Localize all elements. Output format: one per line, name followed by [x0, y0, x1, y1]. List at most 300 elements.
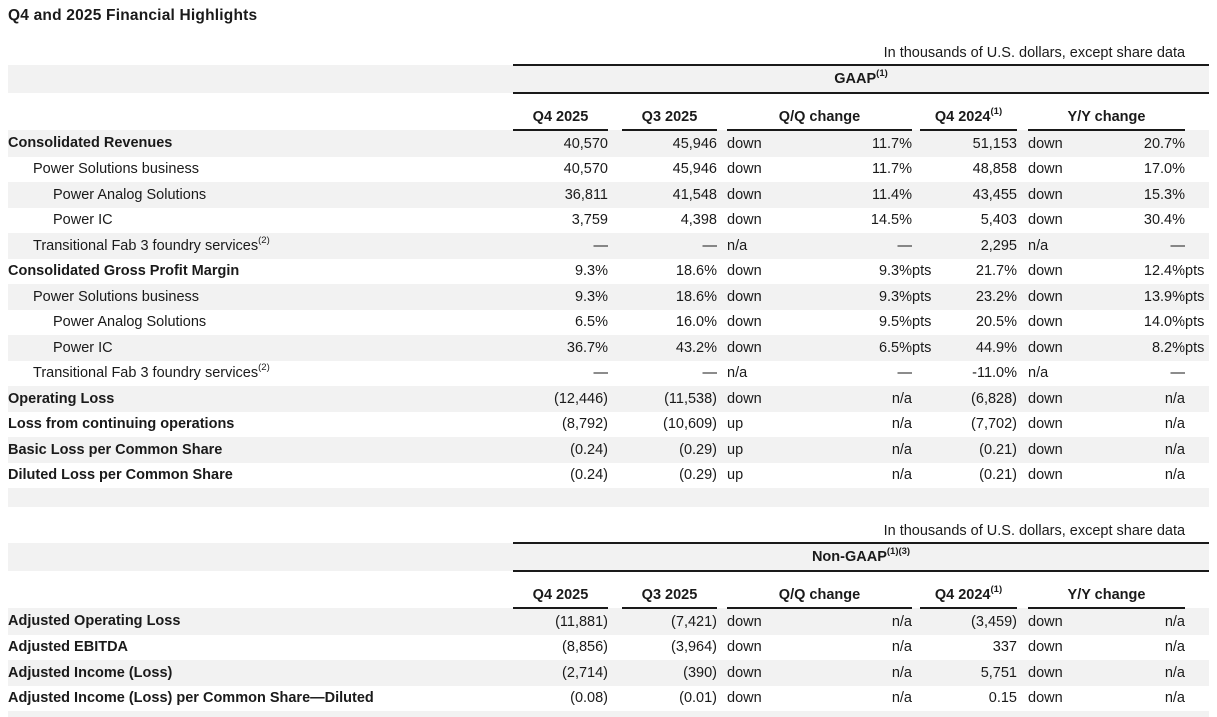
col-gap [608, 182, 622, 208]
cell-q3-2025: — [702, 365, 717, 382]
cell-qq-value: 14.5% [870, 212, 912, 229]
col-gap [912, 412, 920, 438]
cell-yy-direction: n/a [1028, 365, 1049, 382]
cell-yy-direction: down [1028, 186, 1063, 203]
cell-q4-2024: 5,751 [980, 664, 1017, 681]
column-gap [1017, 571, 1028, 608]
cell-qq-value: n/a [891, 441, 912, 458]
table-row [8, 233, 1209, 259]
col-gap [717, 233, 727, 259]
row-label: Operating Loss [8, 390, 115, 407]
gaap-table [8, 36, 1209, 507]
row-label: Consolidated Revenues [8, 135, 173, 152]
label-column-header [8, 571, 513, 608]
col-gap [717, 412, 727, 438]
col-gap [1017, 463, 1028, 489]
cell-yy-value: — [1170, 365, 1185, 382]
col-gap [912, 130, 920, 157]
table-row [8, 284, 1209, 310]
table-row [8, 386, 1209, 412]
column-header-q4-2025: Q4 2025 [513, 93, 608, 130]
col-gap [717, 284, 727, 310]
cell-q4-2025: (8,856) [562, 639, 608, 656]
cell-yy-value: 15.3% [1143, 186, 1185, 203]
cell-q4-2024: (0.21) [979, 441, 1017, 458]
column-gap [717, 93, 727, 130]
pts-suffix: pts [1185, 314, 1205, 331]
cell-q4-2025: (12,446) [553, 390, 608, 407]
cell-yy-value: 20.7% [1143, 135, 1185, 152]
col-spacer [1185, 208, 1209, 234]
col-gap [912, 660, 920, 686]
col-gap [1017, 284, 1028, 310]
cell-yy-value: n/a [1164, 441, 1185, 458]
unit-note-row [8, 36, 1209, 65]
cell-q3-2025: 18.6% [675, 288, 717, 305]
column-gap [717, 571, 727, 608]
cell-q4-2025: 9.3% [574, 288, 608, 305]
cell-yy-direction: n/a [1028, 237, 1049, 254]
col-gap [1017, 437, 1028, 463]
cell-q3-2025: 43.2% [675, 339, 717, 356]
cell-yy-direction: down [1028, 212, 1063, 229]
row-label: Power Analog Solutions [53, 186, 207, 203]
col-gap [608, 635, 622, 661]
col-gap [608, 660, 622, 686]
pts-suffix: pts [1185, 339, 1205, 356]
cell-q3-2025: (390) [683, 664, 717, 681]
cell-yy-direction: down [1028, 441, 1063, 458]
cell-yy-value: n/a [1164, 416, 1185, 433]
column-header-q3-2025: Q3 2025 [622, 571, 717, 608]
cell-q4-2024: 2,295 [980, 237, 1017, 254]
col-spacer [1185, 686, 1209, 712]
cell-q4-2025: (8,792) [562, 416, 608, 433]
unit-note-row [8, 514, 1209, 543]
col-gap [1017, 208, 1028, 234]
column-header-q4-2024 [920, 571, 1017, 608]
cell-q3-2025: 4,398 [680, 212, 717, 229]
col-spacer [1185, 157, 1209, 183]
cell-qq-direction: down [727, 639, 762, 656]
group-label: Non-GAAP [811, 549, 887, 565]
col-gap [717, 208, 727, 234]
col-gap [912, 463, 920, 489]
cell-yy-value: n/a [1164, 467, 1185, 484]
row-label: Basic Loss per Common Share [8, 441, 223, 458]
cell-qq-direction: down [727, 339, 762, 356]
col-gap [717, 635, 727, 661]
col-gap [608, 335, 622, 361]
cell-qq-value: 11.4% [871, 186, 912, 203]
col-gap [1017, 233, 1028, 259]
table-row [8, 635, 1209, 661]
cell-qq-direction: down [727, 186, 762, 203]
cell-qq-direction: up [727, 467, 744, 484]
group-label: GAAP [834, 71, 877, 87]
pts-suffix: pts [912, 263, 932, 280]
cell-q4-2024: 43,455 [972, 186, 1017, 203]
cell-qq-direction: down [727, 314, 762, 331]
col-gap [608, 259, 622, 285]
column-gap [608, 571, 622, 608]
col-gap [608, 130, 622, 157]
col-gap [608, 284, 622, 310]
row-label: Loss from continuing operations [8, 416, 235, 433]
cell-q4-2025: — [593, 365, 608, 382]
cell-qq-direction: down [727, 288, 762, 305]
cell-yy-value: n/a [1164, 390, 1185, 407]
gaap-table-body [8, 130, 1209, 507]
cell-yy-value: n/a [1164, 613, 1185, 630]
cell-q4-2025: 9.3% [574, 263, 608, 280]
pts-suffix: pts [1185, 288, 1205, 305]
cell-q3-2025: 45,946 [672, 161, 717, 178]
col-gap [608, 386, 622, 412]
cell-yy-direction: down [1028, 339, 1063, 356]
column-header-qq-change: Q/Q change [727, 571, 912, 608]
cell-q4-2024: -11.0% [972, 365, 1017, 382]
column-header-yy-change: Y/Y change [1028, 571, 1185, 608]
col-gap [1017, 130, 1028, 157]
col-gap [912, 233, 920, 259]
col-gap [912, 208, 920, 234]
cell-qq-direction: down [727, 390, 762, 407]
col-gap [912, 386, 920, 412]
footnote-marker: (1) [876, 68, 888, 80]
cell-qq-value: n/a [891, 416, 912, 433]
cell-qq-direction: up [727, 441, 744, 458]
trailing-stripe-row [8, 488, 1209, 507]
col-gap [717, 608, 727, 635]
group-band-non-gaap [513, 543, 1209, 571]
unit-note: In thousands of U.S. dollars, except share data [883, 523, 1186, 539]
col-gap [608, 233, 622, 259]
table-row [8, 437, 1209, 463]
cell-qq-direction: down [727, 690, 762, 707]
cell-qq-value: n/a [891, 390, 912, 407]
pts-suffix: pts [912, 339, 932, 356]
footnote-marker: (1) [990, 106, 1003, 118]
col-gap [1017, 310, 1028, 336]
col-gap [912, 635, 920, 661]
col-gap [1017, 635, 1028, 661]
footnote-marker: (2) [258, 234, 270, 246]
col-gap [912, 608, 920, 635]
cell-q3-2025: (7,421) [671, 613, 717, 630]
cell-yy-direction: down [1028, 390, 1063, 407]
col-gap [717, 437, 727, 463]
cell-q4-2024: 0.15 [988, 690, 1017, 707]
cell-q4-2025: (0.08) [570, 690, 608, 707]
col-gap [717, 386, 727, 412]
col-gap [717, 259, 727, 285]
cell-q4-2025: 36,811 [564, 186, 608, 203]
cell-yy-value: 13.9% pts [1143, 288, 1205, 305]
cell-q3-2025: 18.6% [675, 263, 717, 280]
cell-q4-2024: 20.5% [975, 314, 1017, 331]
cell-q3-2025: — [702, 237, 717, 254]
table-row [8, 361, 1209, 387]
group-band-lead [8, 65, 513, 93]
column-gap [608, 93, 622, 130]
col-gap [1017, 686, 1028, 712]
trailing-stripe [8, 488, 1209, 507]
column-header-yy-change: Y/Y change [1028, 93, 1185, 130]
cell-qq-direction: down [727, 613, 762, 630]
col-gap [912, 686, 920, 712]
cell-q4-2025: 3,759 [571, 212, 608, 229]
row-label: Adjusted Operating Loss [8, 613, 181, 630]
trailing-stripe-row [8, 711, 1209, 717]
cell-qq-value: 11.7% [871, 161, 912, 178]
cell-qq-direction: down [727, 212, 762, 229]
cell-qq-value: n/a [891, 690, 912, 707]
cell-yy-value: 17.0% [1143, 161, 1185, 178]
col-spacer [1185, 463, 1209, 489]
cell-yy-direction: down [1028, 416, 1063, 433]
cell-qq-value: 9.5% pts [878, 314, 932, 331]
col-gap [912, 437, 920, 463]
col-gap [1017, 660, 1028, 686]
cell-yy-direction: down [1028, 263, 1063, 280]
cell-qq-direction: down [727, 664, 762, 681]
col-spacer [1185, 635, 1209, 661]
label-column-header [8, 93, 513, 130]
cell-q4-2024: (3,459) [971, 613, 1017, 630]
cell-q4-2024: (6,828) [971, 390, 1017, 407]
cell-q4-2024: 23.2% [975, 288, 1017, 305]
col-gap [1017, 259, 1028, 285]
table-row [8, 463, 1209, 489]
row-label: Diluted Loss per Common Share [8, 467, 233, 484]
col-gap [1017, 157, 1028, 183]
col-gap [608, 412, 622, 438]
cell-q4-2024: 5,403 [980, 212, 1017, 229]
cell-qq-value: 11.7% [871, 135, 912, 152]
col-spacer [1185, 412, 1209, 438]
cell-qq-direction: down [727, 263, 762, 280]
cell-q3-2025: (0.29) [679, 441, 717, 458]
col-spacer [1185, 361, 1209, 387]
cell-yy-direction: down [1028, 690, 1063, 707]
cell-qq-value: — [897, 365, 912, 382]
cell-q3-2025: 45,946 [672, 135, 717, 152]
cell-q4-2025: 40,570 [563, 161, 608, 178]
table-row [8, 412, 1209, 438]
column-header-q4-2024 [920, 93, 1017, 130]
non-gaap-table-body [8, 608, 1209, 717]
table-row [8, 608, 1209, 635]
cell-qq-value: n/a [891, 639, 912, 656]
col-gap [1017, 412, 1028, 438]
pts-suffix: pts [912, 288, 932, 305]
col-gap [608, 608, 622, 635]
col-gap [608, 686, 622, 712]
footnote-marker: (1) [990, 584, 1003, 596]
table-row [8, 310, 1209, 336]
cell-q4-2025: (11,881) [555, 613, 608, 630]
col-gap [608, 310, 622, 336]
cell-qq-value: n/a [891, 613, 912, 630]
col-gap [717, 335, 727, 361]
cell-q4-2024: (0.21) [979, 467, 1017, 484]
cell-q4-2025: 36.7% [566, 339, 608, 356]
cell-yy-value: n/a [1164, 639, 1185, 656]
group-band-row [8, 65, 1209, 93]
col-gap [717, 182, 727, 208]
column-header-row [8, 93, 1209, 130]
pts-suffix: pts [1185, 263, 1205, 280]
column-gap [1017, 93, 1028, 130]
cell-q4-2025: 6.5% [574, 314, 608, 331]
cell-q4-2025: — [593, 237, 608, 254]
group-band-gaap [513, 65, 1209, 93]
cell-q4-2024: (7,702) [971, 416, 1017, 433]
cell-qq-direction: n/a [727, 237, 748, 254]
col-gap [1017, 182, 1028, 208]
cell-q4-2025: 40,570 [563, 135, 608, 152]
col-spacer [1185, 130, 1209, 157]
cell-yy-value: 14.0% pts [1143, 314, 1205, 331]
unit-note: In thousands of U.S. dollars, except share data [883, 45, 1186, 61]
cell-qq-value: 6.5% pts [878, 339, 932, 356]
cell-yy-direction: down [1028, 288, 1063, 305]
table-row [8, 686, 1209, 712]
cell-q4-2024: 51,153 [972, 135, 1017, 152]
column-header-q4-2024-text: Q4 2024 [934, 587, 991, 603]
column-header-qq-change: Q/Q change [727, 93, 912, 130]
group-band-lead [8, 543, 513, 571]
column-header-q3-2025: Q3 2025 [622, 93, 717, 130]
column-header-q4-2024-text: Q4 2024 [934, 109, 991, 125]
cell-yy-direction: down [1028, 314, 1063, 331]
cell-qq-direction: up [727, 416, 744, 433]
row-label: Power IC [53, 212, 113, 229]
row-label: Adjusted EBITDA [8, 639, 129, 656]
row-label: Consolidated Gross Profit Margin [8, 263, 240, 280]
table-row [8, 660, 1209, 686]
row-label: Adjusted Income (Loss) [8, 664, 173, 681]
cell-yy-direction: down [1028, 613, 1063, 630]
cell-q4-2024: 21.7% [975, 263, 1017, 280]
cell-yy-value: — [1170, 237, 1185, 254]
cell-q4-2025: (0.24) [570, 441, 608, 458]
col-gap [912, 157, 920, 183]
row-label: Power Analog Solutions [53, 314, 207, 331]
col-gap [717, 660, 727, 686]
col-gap [717, 463, 727, 489]
cell-yy-direction: down [1028, 161, 1063, 178]
cell-q4-2024: 44.9% [975, 339, 1017, 356]
column-header-row [8, 571, 1209, 608]
cell-qq-value: 9.3% pts [878, 288, 932, 305]
col-gap [608, 463, 622, 489]
column-spacer [1185, 93, 1209, 130]
page-title: Q4 and 2025 Financial Highlights [8, 7, 258, 24]
col-gap [912, 182, 920, 208]
cell-q3-2025: 16.0% [675, 314, 717, 331]
table-row [8, 182, 1209, 208]
non-gaap-table [8, 514, 1209, 717]
col-gap [1017, 335, 1028, 361]
col-gap [608, 437, 622, 463]
col-gap [717, 310, 727, 336]
cell-qq-direction: down [727, 161, 762, 178]
cell-yy-direction: down [1028, 664, 1063, 681]
col-spacer [1185, 386, 1209, 412]
table-row [8, 157, 1209, 183]
col-gap [1017, 386, 1028, 412]
col-gap [717, 157, 727, 183]
table-row [8, 259, 1209, 285]
cell-yy-direction: down [1028, 639, 1063, 656]
cell-yy-value: n/a [1164, 690, 1185, 707]
row-label: Transitional Fab 3 foundry services$^{(2)}$ [33, 234, 270, 254]
cell-q3-2025: 41,548 [672, 186, 717, 203]
cell-yy-value: 12.4% pts [1143, 263, 1205, 280]
col-gap [717, 361, 727, 387]
col-gap [608, 361, 622, 387]
cell-qq-value: n/a [891, 467, 912, 484]
table-row [8, 208, 1209, 234]
pts-suffix: pts [912, 314, 932, 331]
cell-yy-value: n/a [1164, 664, 1185, 681]
cell-qq-direction: down [727, 135, 762, 152]
cell-q4-2025: (2,714) [562, 664, 608, 681]
row-label: Power Solutions business [33, 161, 200, 178]
cell-qq-value: 9.3% pts [878, 263, 932, 280]
col-spacer [1185, 233, 1209, 259]
cell-yy-value: 8.2% pts [1151, 339, 1205, 356]
table-row [8, 335, 1209, 361]
col-gap [717, 130, 727, 157]
column-gap [912, 571, 920, 608]
cell-q4-2024: 48,858 [972, 161, 1017, 178]
cell-q3-2025: (10,609) [662, 416, 717, 433]
col-gap [608, 208, 622, 234]
col-spacer [1185, 660, 1209, 686]
group-band-row [8, 543, 1209, 571]
col-gap [1017, 361, 1028, 387]
row-label: Power Solutions business [33, 288, 200, 305]
col-gap [912, 361, 920, 387]
column-spacer [1185, 571, 1209, 608]
cell-qq-value: — [897, 237, 912, 254]
cell-q3-2025: (3,964) [671, 639, 717, 656]
col-spacer [1185, 182, 1209, 208]
table-row [8, 130, 1209, 157]
cell-qq-value: n/a [891, 664, 912, 681]
col-gap [608, 157, 622, 183]
cell-yy-direction: down [1028, 135, 1063, 152]
cell-q4-2025: (0.24) [570, 467, 608, 484]
column-gap [912, 93, 920, 130]
col-spacer [1185, 437, 1209, 463]
footnote-marker: (2) [258, 362, 270, 374]
col-gap [1017, 608, 1028, 635]
cell-qq-direction: n/a [727, 365, 748, 382]
cell-q3-2025: (0.01) [679, 690, 717, 707]
row-label: Transitional Fab 3 foundry services$^{(2)}$ [33, 362, 270, 382]
column-header-q4-2025: Q4 2025 [513, 571, 608, 608]
row-label: Adjusted Income (Loss) per Common Share—Diluted [8, 690, 374, 707]
cell-q4-2024: 337 [992, 639, 1017, 656]
col-spacer [1185, 608, 1209, 635]
cell-q3-2025: (0.29) [679, 467, 717, 484]
cell-yy-value: 30.4% [1143, 212, 1185, 229]
cell-yy-direction: down [1028, 467, 1063, 484]
